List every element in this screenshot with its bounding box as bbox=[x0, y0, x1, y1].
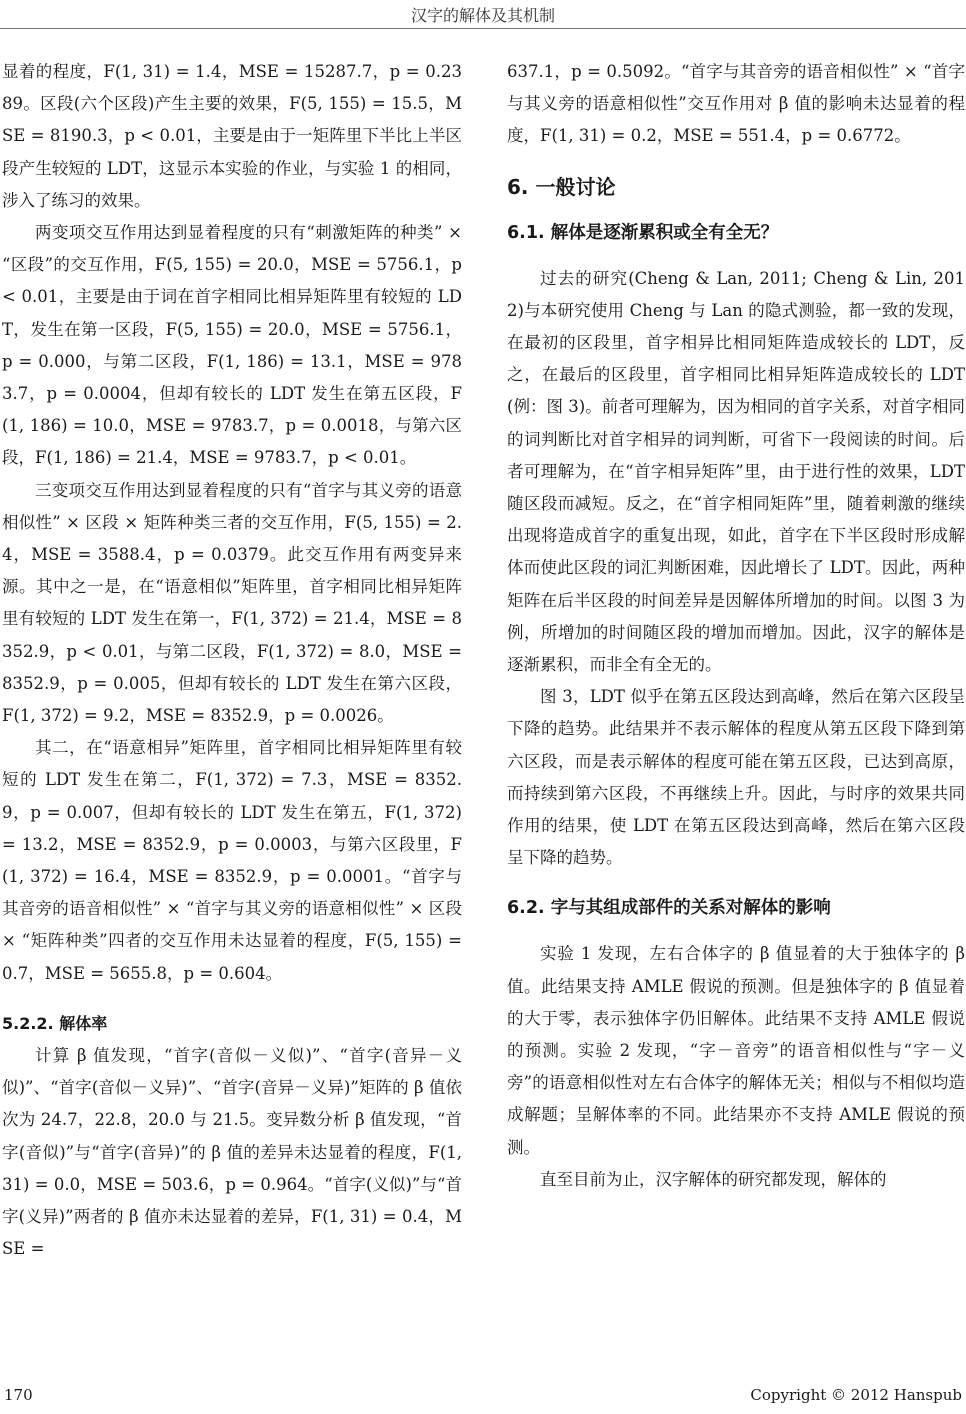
header-rule bbox=[0, 28, 966, 29]
copyright-notice: Copyright © 2012 Hanspub bbox=[750, 1386, 962, 1404]
running-header: 汉字的解体及其机制 bbox=[410, 6, 555, 25]
spacer bbox=[507, 249, 965, 263]
spacer bbox=[2, 990, 462, 1008]
page-number: 170 bbox=[4, 1386, 33, 1404]
section-heading-6-2: 6.2. 字与其组成部件的关系对解体的影响 bbox=[507, 898, 831, 919]
paragraph-right-3: 实验 1 发现，左右合体字的 β 值显着的大于独体字的 β 值。此结果支持 AMLE 假说的预测。但是独体字的 β 值显着的大于零，表示独体字仍旧解体。此结果不支持 AMLE 假说的预测。实验 2 发现，“字－音旁”的语音相似性与“字－义旁”的语意相似性对左右合体字的解体无关；相似与不相似均造成解题；呈解体率的不同。此结果亦不支持 AMLE 假说的预测。 bbox=[507, 944, 965, 1157]
spacer bbox=[507, 874, 965, 892]
spacer bbox=[507, 153, 965, 171]
section-heading-6-1: 6.1. 解体是逐渐累积或全有全无？ bbox=[507, 222, 779, 243]
paragraph-left-1: 显着的程度，F(1, 31) = 1.4，MSE = 15287.7，p = 0.2389。区段(六个区段)产生主要的效果，F(5, 155) = 15.5，MSE = 8190.3，p < 0.01，主要是由于一矩阵里下半比上半区段产生较短的 LDT，这显示本实验的作业，与实验 1 的相同，涉入了练习的效果。 bbox=[2, 62, 462, 210]
paragraph-right-4: 直至目前为止，汉字解体的研究都发现，解体的 bbox=[540, 1169, 887, 1189]
left-column bbox=[2, 56, 462, 1265]
paragraph-left-5: 计算 β 值发现，“首字(音似－义似)”、“首字(音异－义似)”、“首字(音似－义异)”、“首字(音异－义异)”矩阵的 β 值依次为 24.7，22.8，20.0 与 21.5。变异数分析 β 值发现，“首字(音似)”与“首字(音异)”的 β 值的差异未达显着的程度，F(1, 31) = 0.0，MSE = 503.6，p = 0.964。“首字(义似)”与“首字(义异)”两者的 β 值亦未达显着的差异，F(1, 31) = 0.4，MSE = bbox=[2, 1045, 462, 1259]
section-heading-5-2-2: 5.2.2. 解体率 bbox=[2, 1013, 108, 1033]
spacer bbox=[507, 924, 965, 938]
spacer bbox=[507, 203, 965, 217]
paragraph-left-4: 其二，在“语意相异”矩阵里，首字相同比相异矩阵里有较短的 LDT 发生在第二，F(1, 372) = 7.3，MSE = 8352.9，p = 0.007，但却有较长的 LDT 发生在第五，F(1, 372) = 13.2，MSE = 8352.9，p = 0.0003，与第六区段里，F(1, 372) = 16.4，MSE = 8352.9，p = 0.0001。“首字与其音旁的语音相似性” × “首字与其义旁的语意相似性” × 区段 × “矩阵种类”四者的交互作用未达显着的程度，F(5, 155) = 0.7，MSE = 5655.8，p = 0.604。 bbox=[2, 738, 462, 983]
paragraph-right-1: 过去的研究(Cheng & Lan, 2011; Cheng & Lin, 2012)与本研究使用 Cheng 与 Lan 的隐式测验，都一致的发现，在最初的区段里，首字相异比相同矩阵造成较长的 LDT，反之，在最后的区段里，首字相同比相异矩阵造成较长的 LDT(例：图 3)。前者可理解为，因为相同的首字关系，对首字相同的词判断比对首字相异的词判断，可省下一段阅读的时间。后者可理解为，在“首字相异矩阵”里，由于进行性的效果，LDT 随区段而减短。反之，在“首字相同矩阵”里，随着刺激的继续出现将造成首字的重复出现，如此，首字在下半区段时形成解体而使此区段的词汇判断困难，因此增长了 LDT。因此，两种矩阵在后半区段的时间差异是因解体所增加的时间。以图 3 为例，所增加的时间随区段的增加而增加。因此，汉字的解体是逐渐累积，而非全有全无的。 bbox=[507, 268, 965, 675]
paragraph-left-2: 两变项交互作用达到显着程度的只有“刺激矩阵的种类” × “区段”的交互作用，F(5, 155) = 20.0，MSE = 5756.1，p < 0.01，主要是由于词在首字相同比相异矩阵里有较短的 LDT，发生在第一区段，F(5, 155) = 20.0，MSE = 5756.1，p = 0.000，与第二区段，F(1, 186) = 13.1，MSE = 9783.7，p = 0.0004，但却有较长的 LDT 发生在第五区段，F(1, 186) = 10.0，MSE = 9783.7，p = 0.0018，与第六区段，F(1, 186) = 21.4，MSE = 9783.7，p < 0.01。 bbox=[2, 223, 462, 468]
paragraph-left-3: 三变项交互作用达到显着程度的只有“首字与其义旁的语意相似性” × 区段 × 矩阵种类三者的交互作用，F(5, 155) = 2.4，MSE = 3588.4，p = 0.0379。此交互作用有两变异来源。其中之一是，在“语意相似”矩阵里，首字相同比相异矩阵里有较短的 LDT 发生在第一，F(1, 372) = 21.4，MSE = 8352.9，p < 0.01，与第二区段，F(1, 372) = 8.0，MSE = 8352.9，p = 0.005，但却有较长的 LDT 发生在第六区段，F(1, 372) = 9.2，MSE = 8352.9，p = 0.0026。 bbox=[2, 480, 462, 726]
section-heading-6: 6. 一般讨论 bbox=[507, 174, 616, 199]
paragraph-right-2: 图 3，LDT 似乎在第五区段达到高峰，然后在第六区段呈下降的趋势。此结果并不表示解体的程度从第五区段下降到第六区段，而是表示解体的程度可能在第五区段，已达到高原，而持续到第六区段，不再继续上升。因此，与时序的效果共同作用的结果，使 LDT 在第五区段达到高峰，然后在第六区段呈下降的趋势。 bbox=[507, 687, 965, 868]
paragraph-right-0: 637.1，p = 0.5092。“首字与其音旁的语音相似性” × “首字与其义旁的语意相似性”交互作用对 β 值的影响未达显着的程度，F(1, 31) = 0.2，MSE = 551.4，p = 0.6772。 bbox=[507, 62, 965, 146]
right-column bbox=[507, 56, 965, 1196]
